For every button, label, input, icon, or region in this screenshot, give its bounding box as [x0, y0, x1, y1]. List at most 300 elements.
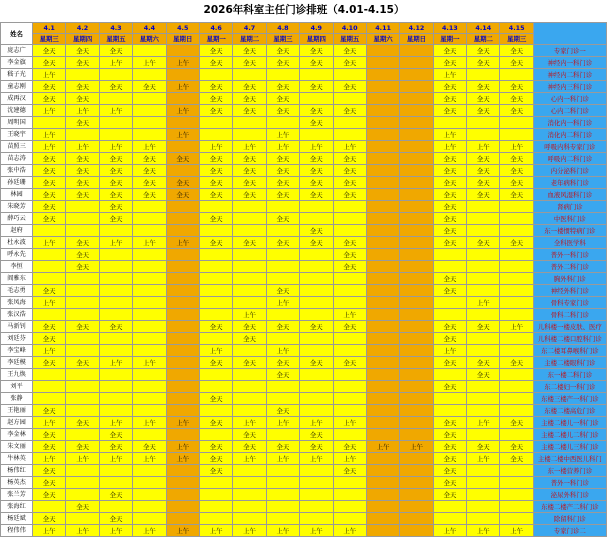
- shift-cell: 全天: [433, 285, 466, 297]
- shift-cell: 全天: [500, 177, 533, 189]
- shift-cell: 上午: [233, 525, 266, 537]
- shift-cell: [467, 213, 500, 225]
- shift-cell: [366, 513, 399, 525]
- shift-cell: [500, 309, 533, 321]
- shift-cell: 全天: [300, 177, 333, 189]
- shift-cell: 全天: [433, 237, 466, 249]
- shift-cell: [166, 309, 199, 321]
- shift-cell: [66, 309, 99, 321]
- shift-cell: [433, 249, 466, 261]
- shift-cell: [133, 369, 166, 381]
- clinic-name: 儿科楼一楼皮肤、医疗: [533, 321, 606, 333]
- shift-cell: [333, 225, 366, 237]
- shift-cell: [99, 345, 132, 357]
- shift-cell: [133, 45, 166, 57]
- shift-cell: [366, 129, 399, 141]
- shift-cell: 上午: [467, 141, 500, 153]
- shift-cell: 上午: [33, 525, 66, 537]
- shift-cell: [333, 429, 366, 441]
- shift-cell: [66, 465, 99, 477]
- shift-cell: [366, 45, 399, 57]
- shift-cell: [166, 369, 199, 381]
- shift-cell: 上午: [333, 417, 366, 429]
- table-row: [1, 225, 607, 237]
- shift-cell: 全天: [66, 501, 99, 513]
- table-row: [1, 213, 607, 225]
- shift-cell: 全天: [33, 45, 66, 57]
- shift-cell: 上午: [199, 525, 232, 537]
- shift-cell: 全天: [233, 237, 266, 249]
- shift-cell: 全天: [500, 441, 533, 453]
- shift-cell: 全天: [500, 93, 533, 105]
- shift-cell: [66, 273, 99, 285]
- shift-cell: [166, 405, 199, 417]
- shift-cell: 全天: [266, 57, 299, 69]
- shift-cell: [99, 381, 132, 393]
- shift-cell: [66, 225, 99, 237]
- date-header: 4.1: [33, 23, 66, 34]
- doctor-name: 李金旗: [1, 57, 33, 69]
- table-row: [1, 105, 607, 117]
- shift-cell: 全天: [199, 177, 232, 189]
- shift-cell: [33, 249, 66, 261]
- shift-cell: [467, 429, 500, 441]
- shift-cell: [500, 261, 533, 273]
- shift-cell: [467, 69, 500, 81]
- table-row: [1, 129, 607, 141]
- doctor-name: 周明国: [1, 117, 33, 129]
- clinic-name: 骨科二科门诊: [533, 309, 606, 321]
- shift-cell: 上午: [66, 525, 99, 537]
- weekday-header: 星期一: [199, 34, 232, 45]
- shift-cell: [133, 285, 166, 297]
- shift-cell: [266, 381, 299, 393]
- shift-cell: [99, 225, 132, 237]
- shift-cell: [233, 513, 266, 525]
- clinic-name: 老年病科门诊: [533, 177, 606, 189]
- shift-cell: [333, 93, 366, 105]
- clinic-name: 血液风湿科门诊: [533, 189, 606, 201]
- shift-cell: 全天: [333, 153, 366, 165]
- table-row: [1, 81, 607, 93]
- doctor-name: 张凤海: [1, 297, 33, 309]
- shift-cell: [400, 177, 433, 189]
- doctor-name: 杜永波: [1, 237, 33, 249]
- shift-cell: 全天: [199, 165, 232, 177]
- shift-cell: [366, 525, 399, 537]
- shift-cell: 上午: [433, 525, 466, 537]
- shift-cell: [433, 501, 466, 513]
- shift-cell: [99, 129, 132, 141]
- date-header: 4.10: [333, 23, 366, 34]
- shift-cell: [366, 105, 399, 117]
- shift-cell: [400, 153, 433, 165]
- shift-cell: 全天: [433, 429, 466, 441]
- shift-cell: 全天: [467, 321, 500, 333]
- shift-cell: 全天: [333, 189, 366, 201]
- shift-cell: 全天: [500, 453, 533, 465]
- shift-cell: [433, 297, 466, 309]
- shift-cell: [99, 477, 132, 489]
- shift-cell: 上午: [266, 345, 299, 357]
- shift-cell: 全天: [233, 153, 266, 165]
- shift-cell: 全天: [467, 189, 500, 201]
- clinic-name: 呼吸内科专家门诊: [533, 141, 606, 153]
- date-header: 4.4: [133, 23, 166, 34]
- shift-cell: 上午: [33, 129, 66, 141]
- shift-cell: 全天: [467, 81, 500, 93]
- shift-cell: 上午: [433, 69, 466, 81]
- shift-cell: 全天: [199, 321, 232, 333]
- shift-cell: 全天: [99, 177, 132, 189]
- shift-cell: [333, 201, 366, 213]
- shift-cell: 全天: [333, 441, 366, 453]
- shift-cell: 全天: [99, 513, 132, 525]
- shift-cell: [366, 153, 399, 165]
- shift-cell: 全天: [500, 189, 533, 201]
- table-row: [1, 45, 607, 57]
- shift-cell: [233, 285, 266, 297]
- shift-cell: 上午: [66, 105, 99, 117]
- doctor-name: 杨廷斌: [1, 513, 33, 525]
- shift-cell: 全天: [266, 369, 299, 381]
- shift-cell: 全天: [233, 321, 266, 333]
- shift-cell: 全天: [433, 177, 466, 189]
- shift-cell: [433, 513, 466, 525]
- shift-cell: [166, 297, 199, 309]
- clinic-name: 神经内一科门诊: [533, 57, 606, 69]
- clinic-name: 心内一科门诊: [533, 93, 606, 105]
- shift-cell: [99, 285, 132, 297]
- shift-cell: 全天: [300, 81, 333, 93]
- doctor-name: 毛志勇: [1, 285, 33, 297]
- shift-cell: [467, 501, 500, 513]
- shift-cell: 全天: [333, 237, 366, 249]
- date-header: 4.14: [467, 23, 500, 34]
- shift-cell: [467, 285, 500, 297]
- shift-cell: [400, 429, 433, 441]
- shift-cell: [66, 369, 99, 381]
- shift-cell: 全天: [199, 441, 232, 453]
- shift-cell: [166, 261, 199, 273]
- shift-cell: 全天: [433, 225, 466, 237]
- shift-cell: 全天: [66, 237, 99, 249]
- shift-cell: [333, 213, 366, 225]
- shift-cell: [500, 405, 533, 417]
- shift-cell: 全天: [199, 105, 232, 117]
- shift-cell: [400, 273, 433, 285]
- shift-cell: 全天: [467, 177, 500, 189]
- table-row: [1, 345, 607, 357]
- table-row: [1, 333, 607, 345]
- shift-cell: 全天: [500, 105, 533, 117]
- shift-cell: [467, 129, 500, 141]
- shift-cell: 上午: [166, 129, 199, 141]
- shift-cell: 全天: [66, 117, 99, 129]
- shift-cell: 上午: [266, 141, 299, 153]
- shift-cell: 上午: [266, 417, 299, 429]
- shift-cell: [467, 489, 500, 501]
- doctor-name: 李金林: [1, 429, 33, 441]
- shift-cell: [400, 381, 433, 393]
- shift-cell: [199, 129, 232, 141]
- clinic-name: 神经内二科门诊: [533, 69, 606, 81]
- shift-cell: [333, 297, 366, 309]
- shift-cell: 全天: [333, 357, 366, 369]
- shift-cell: [366, 477, 399, 489]
- weekday-header: 星期五: [99, 34, 132, 45]
- shift-cell: 全天: [166, 189, 199, 201]
- shift-cell: 全天: [300, 237, 333, 249]
- shift-cell: [500, 501, 533, 513]
- shift-cell: 全天: [66, 81, 99, 93]
- shift-cell: [467, 345, 500, 357]
- shift-cell: [233, 381, 266, 393]
- shift-cell: 全天: [266, 213, 299, 225]
- shift-cell: 全天: [233, 81, 266, 93]
- shift-cell: [133, 129, 166, 141]
- shift-cell: 全天: [300, 165, 333, 177]
- shift-cell: 上午: [266, 453, 299, 465]
- weekday-header: 星期四: [66, 34, 99, 45]
- shift-cell: 上午: [500, 525, 533, 537]
- shift-cell: [366, 273, 399, 285]
- shift-cell: [300, 69, 333, 81]
- shift-cell: [400, 225, 433, 237]
- shift-cell: 全天: [266, 189, 299, 201]
- shift-cell: [366, 201, 399, 213]
- shift-cell: 上午: [99, 237, 132, 249]
- shift-cell: [333, 501, 366, 513]
- shift-cell: [133, 465, 166, 477]
- shift-cell: 上午: [166, 57, 199, 69]
- shift-cell: [300, 249, 333, 261]
- shift-cell: [366, 189, 399, 201]
- shift-cell: [400, 129, 433, 141]
- table-row: [1, 357, 607, 369]
- table-row: [1, 381, 607, 393]
- shift-cell: 全天: [467, 441, 500, 453]
- shift-cell: [467, 333, 500, 345]
- shift-cell: 全天: [33, 333, 66, 345]
- shift-cell: [166, 321, 199, 333]
- weekday-header: 星期日: [166, 34, 199, 45]
- doctor-name: 李廷模: [1, 357, 33, 369]
- shift-cell: 全天: [333, 177, 366, 189]
- shift-cell: [366, 69, 399, 81]
- shift-cell: 上午: [99, 357, 132, 369]
- shift-cell: [366, 249, 399, 261]
- shift-cell: 全天: [33, 489, 66, 501]
- shift-cell: [366, 81, 399, 93]
- table-row: [1, 465, 607, 477]
- shift-cell: 上午: [266, 129, 299, 141]
- shift-cell: 全天: [433, 105, 466, 117]
- shift-cell: 全天: [99, 165, 132, 177]
- shift-cell: [133, 321, 166, 333]
- shift-cell: 全天: [433, 57, 466, 69]
- shift-cell: 上午: [500, 321, 533, 333]
- clinic-name: 专家门诊一: [533, 45, 606, 57]
- shift-cell: 全天: [233, 189, 266, 201]
- date-header: 4.6: [199, 23, 232, 34]
- shift-cell: 上午: [467, 453, 500, 465]
- shift-cell: [300, 465, 333, 477]
- shift-cell: [366, 453, 399, 465]
- date-header: 4.7: [233, 23, 266, 34]
- shift-cell: [199, 225, 232, 237]
- weekday-header: 星期二: [233, 34, 266, 45]
- shift-cell: [33, 225, 66, 237]
- shift-cell: [400, 261, 433, 273]
- shift-cell: [66, 129, 99, 141]
- shift-cell: 上午: [33, 297, 66, 309]
- shift-cell: 上午: [300, 525, 333, 537]
- shift-cell: [366, 117, 399, 129]
- shift-cell: [400, 141, 433, 153]
- shift-cell: [133, 117, 166, 129]
- clinic-name: 主楼二楼儿三科门诊: [533, 441, 606, 453]
- shift-cell: 全天: [199, 465, 232, 477]
- doctor-name: 朱晓芳: [1, 201, 33, 213]
- shift-cell: [467, 273, 500, 285]
- shift-cell: [500, 489, 533, 501]
- shift-cell: [500, 333, 533, 345]
- shift-cell: [166, 393, 199, 405]
- weekday-header: 星期日: [400, 34, 433, 45]
- table-row: [1, 141, 607, 153]
- table-row: [1, 513, 607, 525]
- table-row: [1, 237, 607, 249]
- shift-cell: 上午: [199, 141, 232, 153]
- shift-cell: 上午: [333, 525, 366, 537]
- shift-cell: [400, 189, 433, 201]
- clinic-name: 胸外科门诊: [533, 273, 606, 285]
- shift-cell: 全天: [433, 321, 466, 333]
- shift-cell: 全天: [233, 441, 266, 453]
- clinic-name: 东二楼妇一科门诊: [533, 381, 606, 393]
- shift-cell: 全天: [99, 213, 132, 225]
- shift-cell: [33, 117, 66, 129]
- shift-cell: [400, 369, 433, 381]
- doctor-name: 李宝峰: [1, 345, 33, 357]
- shift-cell: 全天: [300, 153, 333, 165]
- shift-cell: [199, 285, 232, 297]
- shift-cell: [500, 225, 533, 237]
- shift-cell: 全天: [66, 177, 99, 189]
- table-row: [1, 165, 607, 177]
- shift-cell: 全天: [467, 237, 500, 249]
- doctor-name: 朱文丽: [1, 441, 33, 453]
- shift-cell: [133, 393, 166, 405]
- doctor-name: 王九焕: [1, 369, 33, 381]
- shift-cell: [400, 81, 433, 93]
- shift-cell: 全天: [33, 153, 66, 165]
- shift-cell: [199, 333, 232, 345]
- shift-cell: [366, 297, 399, 309]
- shift-cell: 全天: [99, 321, 132, 333]
- shift-cell: [66, 405, 99, 417]
- clinic-name: 消化内一科门诊: [533, 117, 606, 129]
- shift-cell: [66, 513, 99, 525]
- shift-cell: [199, 297, 232, 309]
- shift-cell: 全天: [300, 45, 333, 57]
- shift-cell: [166, 285, 199, 297]
- shift-cell: [467, 201, 500, 213]
- shift-cell: 全天: [433, 441, 466, 453]
- shift-cell: [233, 201, 266, 213]
- shift-cell: [133, 201, 166, 213]
- shift-cell: [166, 357, 199, 369]
- shift-cell: [366, 57, 399, 69]
- shift-cell: [400, 321, 433, 333]
- shift-cell: 全天: [66, 321, 99, 333]
- shift-cell: [233, 249, 266, 261]
- clinic-name: 东一楼营养门诊: [533, 465, 606, 477]
- table-row: [1, 441, 607, 453]
- table-row: [1, 477, 607, 489]
- table-row: [1, 369, 607, 381]
- shift-cell: 全天: [33, 57, 66, 69]
- shift-cell: [467, 393, 500, 405]
- shift-cell: [333, 345, 366, 357]
- clinic-name: 神经外科门诊: [533, 285, 606, 297]
- shift-cell: [199, 69, 232, 81]
- shift-cell: [199, 261, 232, 273]
- shift-cell: [467, 513, 500, 525]
- clinic-name: 专家门诊二: [533, 525, 606, 537]
- shift-cell: [99, 261, 132, 273]
- doctor-name: 成再汉: [1, 93, 33, 105]
- shift-cell: 全天: [433, 81, 466, 93]
- doctor-name: 赵方园: [1, 417, 33, 429]
- shift-cell: 全天: [133, 81, 166, 93]
- shift-cell: [199, 249, 232, 261]
- shift-cell: [233, 393, 266, 405]
- shift-cell: [433, 393, 466, 405]
- shift-cell: [400, 249, 433, 261]
- shift-cell: 全天: [266, 357, 299, 369]
- doctor-name: 张静: [1, 393, 33, 405]
- doctor-name: 呼永先: [1, 249, 33, 261]
- shift-cell: [300, 129, 333, 141]
- shift-cell: [366, 93, 399, 105]
- shift-cell: 全天: [433, 381, 466, 393]
- shift-cell: [266, 513, 299, 525]
- shift-cell: [66, 285, 99, 297]
- shift-cell: [400, 69, 433, 81]
- weekday-header-row: [1, 34, 607, 45]
- shift-cell: 全天: [300, 321, 333, 333]
- shift-cell: [199, 117, 232, 129]
- clinic-name: 内分泌科门诊: [533, 165, 606, 177]
- shift-cell: 全天: [66, 57, 99, 69]
- shift-cell: [400, 453, 433, 465]
- shift-cell: 上午: [33, 69, 66, 81]
- shift-cell: 全天: [333, 261, 366, 273]
- shift-cell: [366, 165, 399, 177]
- weekday-header: 星期四: [300, 34, 333, 45]
- shift-cell: 全天: [266, 321, 299, 333]
- shift-cell: [133, 69, 166, 81]
- doctor-name: 沈建德: [1, 105, 33, 117]
- table-row: [1, 393, 607, 405]
- shift-cell: [500, 513, 533, 525]
- shift-cell: 全天: [233, 333, 266, 345]
- doctor-name: 程伟伟: [1, 525, 33, 537]
- shift-cell: [266, 489, 299, 501]
- doctor-name: 李恒: [1, 261, 33, 273]
